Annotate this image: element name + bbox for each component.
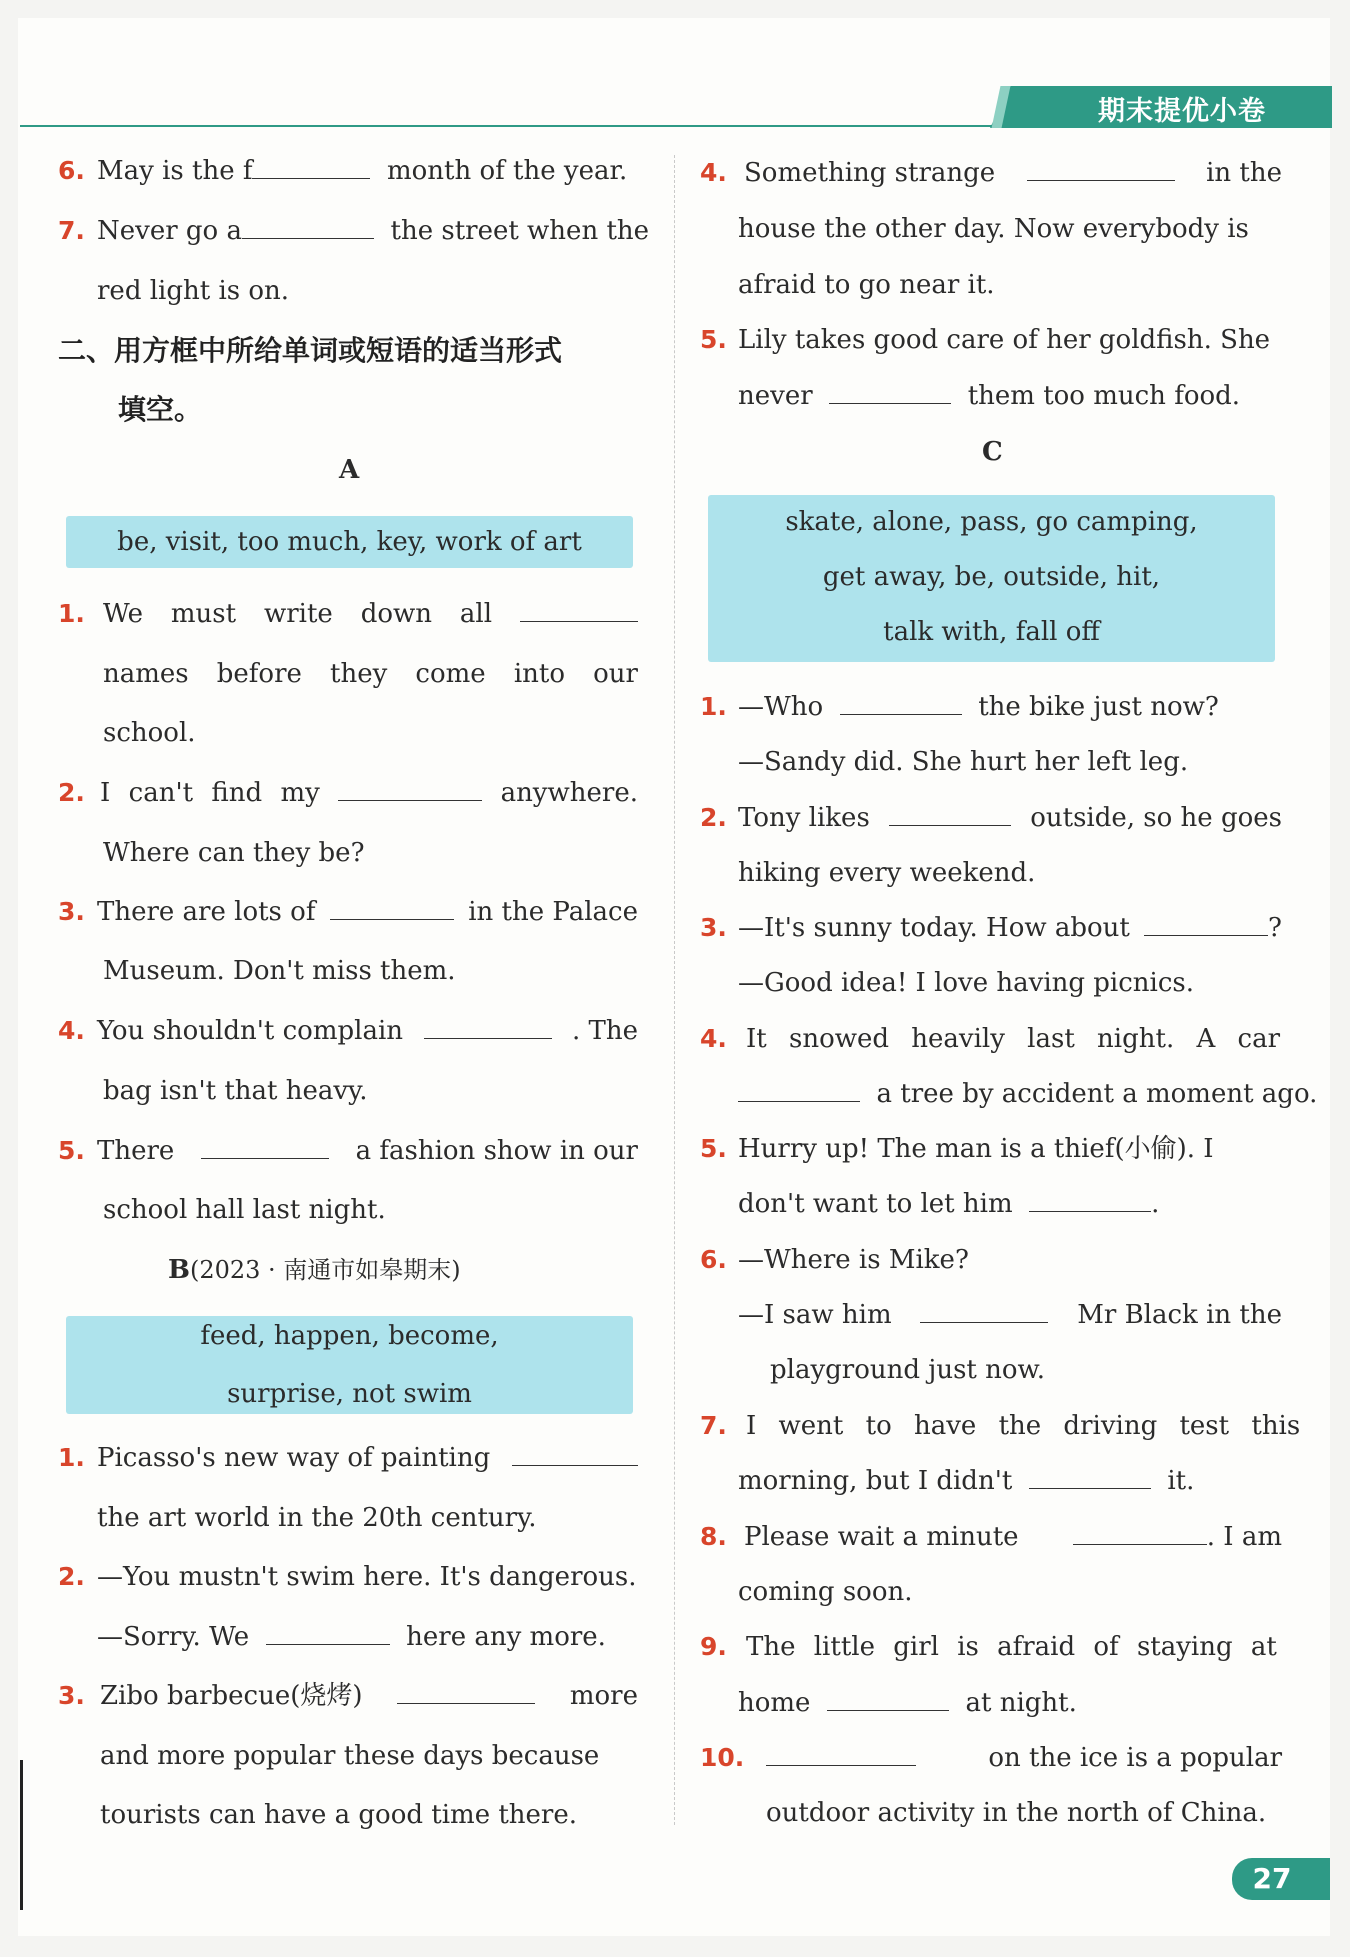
question-number: 1.	[58, 1443, 85, 1472]
part-label: C	[982, 437, 1003, 467]
question-number: 3.	[700, 913, 727, 942]
question-text: It snowed heavily last night. A car	[746, 1024, 1281, 1054]
question-text: Please wait a minute . I am	[744, 1522, 1282, 1552]
question-text: —Where is Mike?	[738, 1245, 969, 1275]
answer-blank[interactable]	[920, 1298, 1048, 1323]
word-box-text: talk with, fall off	[883, 617, 1100, 647]
question-text: afraid to go near it.	[738, 270, 995, 300]
answer-blank[interactable]	[829, 379, 951, 404]
question-text: May is the f month of the year.	[97, 156, 628, 186]
question-number: 5.	[58, 1136, 85, 1165]
word-box-text: be, visit, too much, key, work of art	[117, 527, 582, 557]
question-text: red light is on.	[97, 276, 290, 306]
question-text: —Who the bike just now?	[738, 692, 1219, 722]
question-number: 4.	[700, 1024, 727, 1053]
header-rule	[20, 125, 1020, 127]
answer-blank[interactable]	[397, 1679, 535, 1704]
question-number: 5.	[700, 1134, 727, 1163]
question-text: —You mustn't swim here. It's dangerous.	[97, 1562, 637, 1592]
question-number: 9.	[700, 1632, 727, 1661]
question-number: 7.	[700, 1411, 727, 1440]
word-box-text: get away, be, outside, hit,	[822, 562, 1161, 592]
question-text: Something strange in the	[744, 158, 1282, 188]
question-number: 1.	[700, 692, 727, 721]
answer-blank[interactable]	[520, 597, 638, 622]
question-number: 5.	[700, 325, 727, 354]
question-text: The little girl is afraid of staying at	[746, 1632, 1277, 1662]
answer-blank[interactable]	[330, 895, 454, 920]
part-label: B(2023 · 南通市如皋期末)	[168, 1255, 461, 1285]
question-text: morning, but I didn't it.	[738, 1466, 1195, 1496]
answer-blank[interactable]	[1073, 1520, 1207, 1545]
word-box-text: surprise, not swim	[227, 1379, 472, 1409]
question-text: never them too much food.	[738, 381, 1241, 411]
question-text: Hurry up! The man is a thief(小偷). I	[738, 1134, 1214, 1164]
question-text: Picasso's new way of painting	[97, 1440, 638, 1476]
question-number: 3.	[58, 1681, 85, 1710]
question-text: don't want to let him .	[738, 1189, 1160, 1219]
answer-blank[interactable]	[252, 154, 370, 179]
question-text: hiking every weekend.	[738, 858, 1036, 888]
question-number: 4.	[700, 158, 727, 187]
question-text: —It's sunny today. How about ?	[738, 913, 1282, 943]
question-text: a tree by accident a moment ago.	[738, 1076, 1317, 1112]
answer-blank[interactable]	[840, 690, 962, 715]
question-number: 6.	[700, 1245, 727, 1274]
question-text: I went to have the driving test this	[746, 1411, 1301, 1441]
word-box-text: skate, alone, pass, go camping,	[785, 507, 1198, 537]
page-edge	[20, 1760, 23, 1910]
question-text: Museum. Don't miss them.	[103, 956, 456, 986]
answer-blank[interactable]	[512, 1441, 638, 1466]
answer-blank[interactable]	[738, 1077, 860, 1102]
question-text: Zibo barbecue(烧烤) more	[100, 1681, 638, 1711]
column-divider	[674, 155, 676, 1825]
question-text: Lily takes good care of her goldfish. She	[738, 325, 1271, 355]
answer-blank[interactable]	[338, 776, 482, 801]
answer-blank[interactable]	[1144, 911, 1268, 936]
page-number: 27	[1252, 1862, 1292, 1895]
question-number: 2.	[58, 778, 85, 807]
question-text: the art world in the 20th century.	[97, 1503, 537, 1533]
answer-blank[interactable]	[424, 1014, 552, 1039]
banner-title: 期末提优小卷	[1098, 96, 1266, 127]
question-text: —I saw him Mr Black in the	[738, 1300, 1282, 1330]
answer-blank[interactable]	[1029, 1464, 1151, 1489]
question-text: There are lots of in the Palace	[97, 897, 638, 927]
question-number: 8.	[700, 1522, 727, 1551]
part-label: A	[339, 455, 360, 485]
answer-blank[interactable]	[827, 1686, 949, 1711]
question-text: I can't find my anywhere.	[100, 778, 638, 808]
question-text: Where can they be?	[103, 838, 365, 868]
answer-blank[interactable]	[1027, 156, 1175, 181]
question-text: playground just now.	[770, 1355, 1045, 1385]
question-text: There a fashion show in our	[97, 1136, 638, 1166]
question-number: 2.	[58, 1562, 85, 1591]
question-text: bag isn't that heavy.	[103, 1076, 368, 1106]
answer-blank[interactable]	[242, 214, 374, 239]
section-heading: 二、用方框中所给单词或短语的适当形式	[58, 334, 563, 367]
answer-blank[interactable]	[266, 1620, 390, 1645]
question-text: outdoor activity in the north of China.	[766, 1798, 1267, 1828]
question-text: You shouldn't complain . The	[97, 1016, 638, 1046]
question-text: home at night.	[738, 1688, 1077, 1718]
question-number: 4.	[58, 1016, 85, 1045]
question-number: 2.	[700, 803, 727, 832]
answer-blank[interactable]	[766, 1741, 916, 1766]
question-text: tourists can have a good time there.	[100, 1800, 578, 1830]
question-text: —Good idea! I love having picnics.	[738, 968, 1195, 998]
question-text: and more popular these days because	[100, 1741, 600, 1771]
question-text: school.	[103, 718, 196, 748]
word-box-text: feed, happen, become,	[200, 1321, 499, 1351]
question-text: Tony likes outside, so he goes	[738, 803, 1282, 833]
question-text: house the other day. Now everybody is	[738, 214, 1249, 244]
question-text: We must write down all	[103, 596, 638, 632]
question-text: school hall last night.	[103, 1195, 386, 1225]
question-text: —Sandy did. She hurt her left leg.	[738, 747, 1189, 777]
answer-blank[interactable]	[889, 801, 1011, 826]
question-number: 7.	[58, 216, 85, 245]
answer-blank[interactable]	[1029, 1187, 1151, 1212]
question-number: 1.	[58, 599, 85, 628]
question-text: on the ice is a popular	[766, 1740, 1282, 1776]
question-number: 10.	[700, 1743, 745, 1772]
question-text: Never go a the street when the	[97, 216, 650, 246]
question-number: 3.	[58, 897, 85, 926]
question-number: 6.	[58, 156, 85, 185]
section-heading: 填空。	[118, 393, 203, 426]
question-text: names before they come into our	[103, 659, 638, 689]
answer-blank[interactable]	[201, 1134, 329, 1159]
question-text: —Sorry. We here any more.	[97, 1622, 606, 1652]
question-text: coming soon.	[738, 1577, 913, 1607]
